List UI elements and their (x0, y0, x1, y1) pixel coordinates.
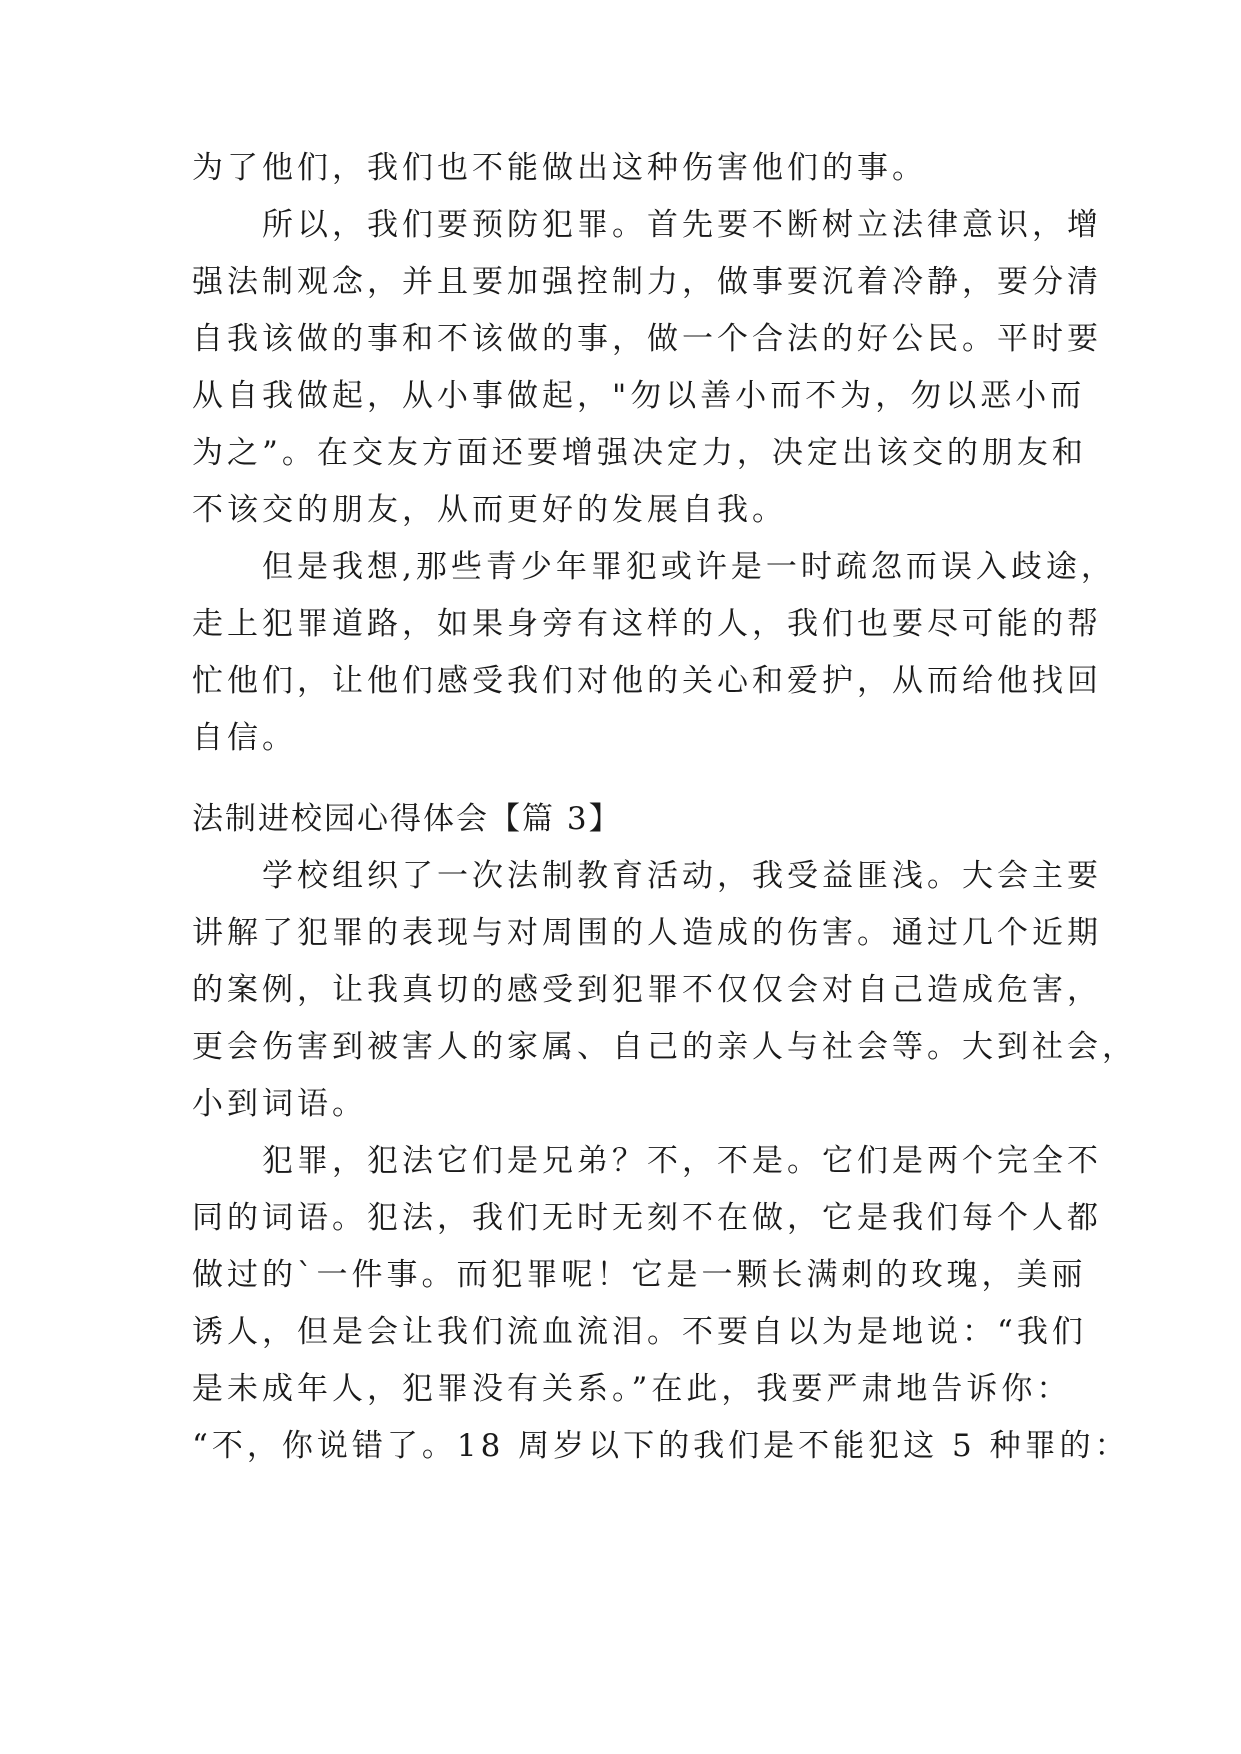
section-heading: 法制进校园心得体会【篇 3】 (192, 801, 622, 837)
text-line: 诱人，但是会让我们流血流泪。不要自以为是地说：“我们 (192, 1314, 1087, 1350)
text-line: 走上犯罪道路，如果身旁有这样的人，我们也要尽可能的帮 (192, 606, 1102, 642)
text-line: 小到词语。 (192, 1086, 367, 1122)
text-line: 所以，我们要预防犯罪。首先要不断树立法律意识，增 (192, 207, 1102, 243)
text-line: 自信。 (192, 720, 297, 756)
text-line: 从自我做起，从小事做起，"勿以善小而不为，勿以恶小而 (192, 378, 1086, 414)
text-line: 为了他们，我们也不能做出这种伤害他们的事。 (192, 150, 927, 186)
text-line: 强法制观念，并且要加强控制力，做事要沉着冷静，要分清 (192, 264, 1102, 300)
text-line: 学校组织了一次法制教育活动，我受益匪浅。大会主要 (192, 858, 1102, 894)
text-line: 做过的`一件事。而犯罪呢！它是一颗长满刺的玫瑰，美丽 (192, 1257, 1087, 1293)
text-line: 犯罪，犯法它们是兄弟？不，不是。它们是两个完全不 (192, 1143, 1102, 1179)
text-line: 讲解了犯罪的表现与对周围的人造成的伤害。通过几个近期 (192, 915, 1102, 951)
text-line: 自我该做的事和不该做的事，做一个合法的好公民。平时要 (192, 321, 1102, 357)
text-line: 是未成年人，犯罪没有关系。”在此，我要严肃地告诉你： (192, 1371, 1072, 1407)
text-line: “不，你说错了。18 周岁以下的我们是不能犯这 5 种罪的： (192, 1428, 1130, 1464)
text-line: 的案例，让我真切的感受到犯罪不仅仅会对自己造成危害， (192, 972, 1102, 1008)
text-line: 但是我想,那些青少年罪犯或许是一时疏忽而误入歧途， (192, 549, 1116, 585)
text-line: 不该交的朋友，从而更好的发展自我。 (192, 492, 787, 528)
text-line: 忙他们，让他们感受我们对他的关心和爱护，从而给他找回 (192, 663, 1102, 699)
text-line: 更会伤害到被害人的家属、自己的亲人与社会等。大到社会， (192, 1029, 1137, 1065)
text-line: 同的词语。犯法，我们无时无刻不在做，它是我们每个人都 (192, 1200, 1102, 1236)
text-line: 为之”。在交友方面还要增强决定力，决定出该交的朋友和 (192, 435, 1087, 471)
